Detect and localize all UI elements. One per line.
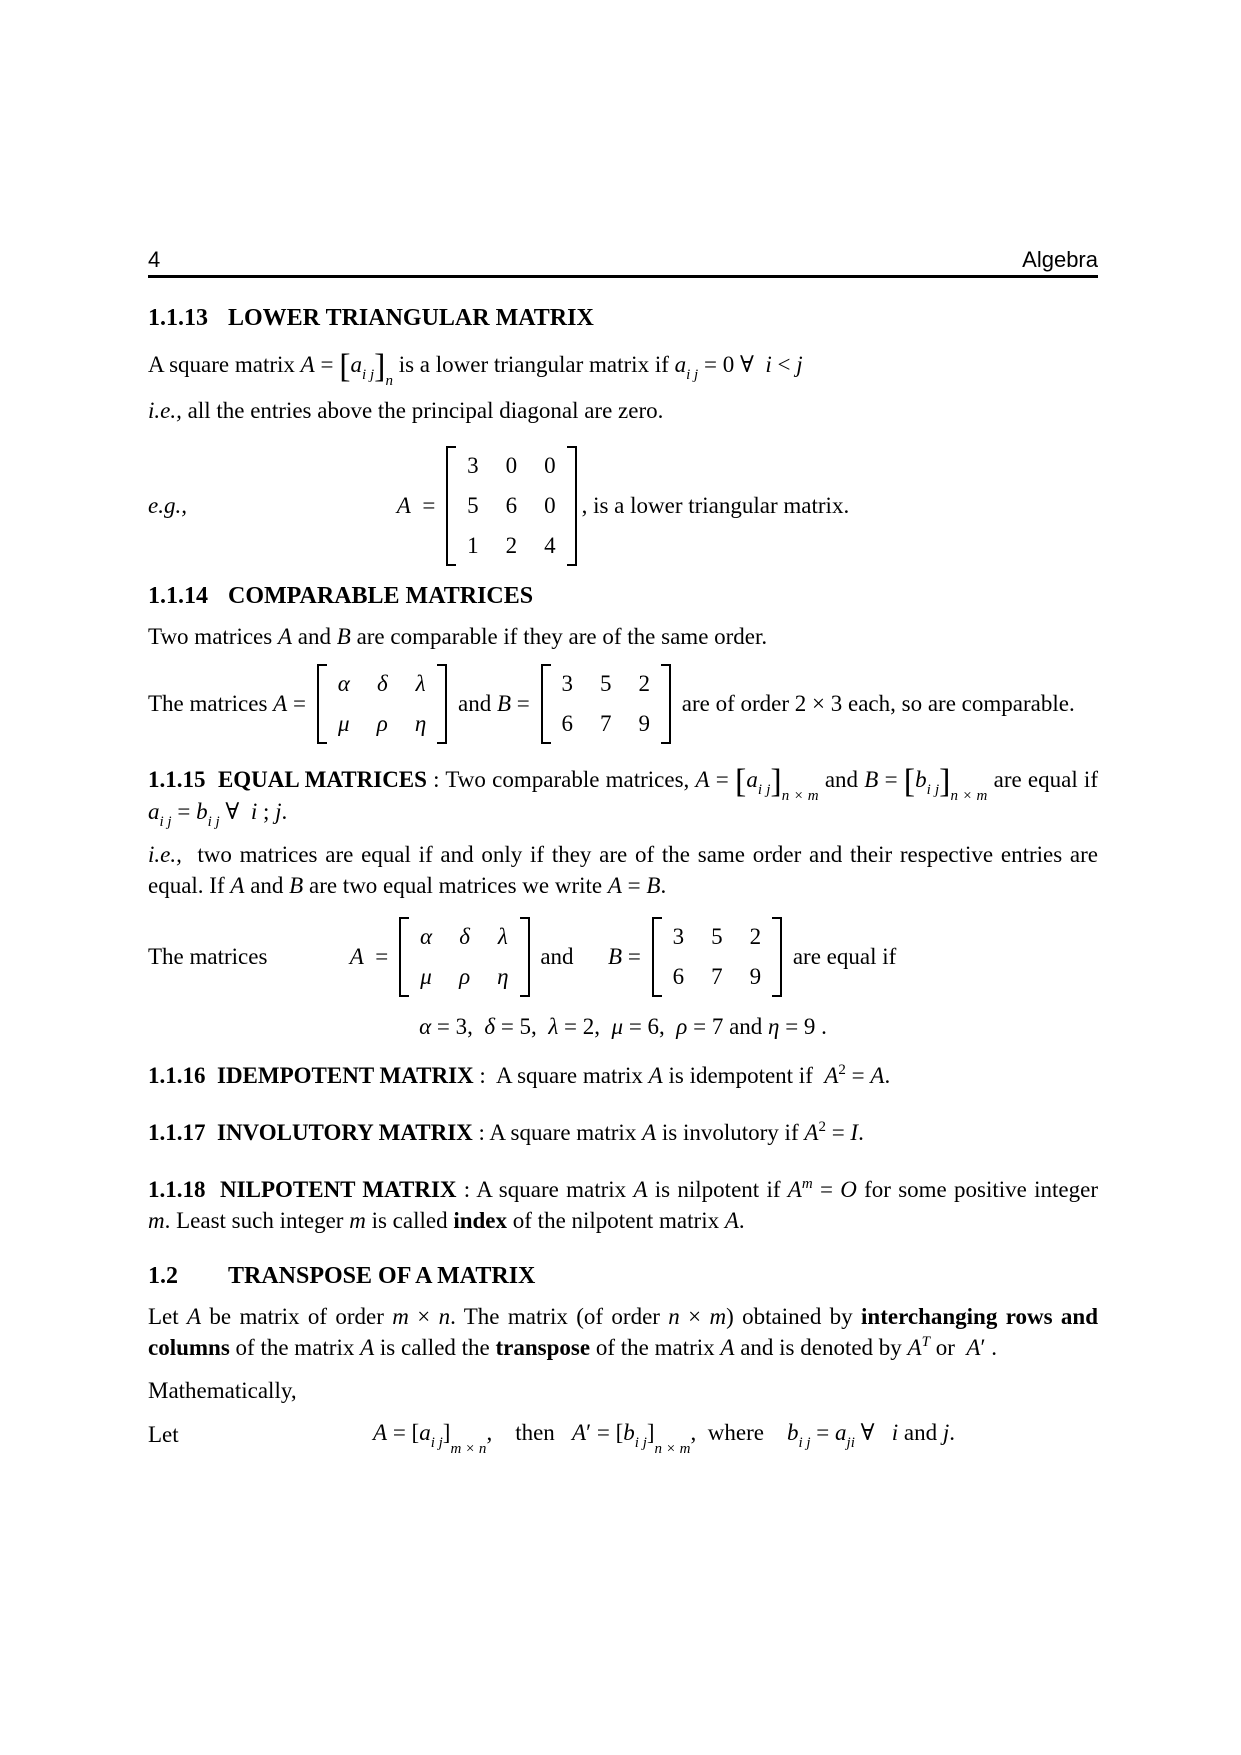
matrix-left-bracket — [399, 917, 409, 997]
text-run: two matrices are equal if and only if they are of the same order and their respective entries are equal. If — [148, 842, 1098, 898]
text-run: is involutory if — [656, 1120, 805, 1145]
text-run: n — [385, 373, 393, 389]
text-run: 2 — [818, 1119, 826, 1135]
text-run: i j — [430, 1435, 443, 1451]
let-label: Let — [148, 1421, 179, 1447]
text-run: 1.1.16 IDEMPOTENT MATRIX — [148, 1063, 474, 1088]
matrix-entries — [551, 664, 662, 744]
section-title: COMPARABLE MATRICES — [228, 583, 534, 609]
text-run: × — [679, 1304, 710, 1329]
text-run: < — [771, 352, 797, 377]
text-run: = — [810, 1420, 836, 1445]
matrix-cell: 5 — [467, 493, 479, 518]
text-run: = — [845, 1063, 871, 1088]
page-header — [148, 247, 1098, 272]
text-run: i j — [207, 814, 220, 830]
matrix-left-bracket — [317, 664, 327, 744]
text-run: : A square matrix — [456, 1177, 634, 1202]
section-1-1-13 — [148, 304, 1098, 566]
matrix-right-bracket — [661, 664, 671, 744]
equation-rhs — [582, 493, 850, 519]
matrix-left-bracket — [446, 446, 456, 566]
text-run: A — [642, 1120, 657, 1145]
matrix-cell: α — [420, 924, 433, 949]
section-title: TRANSPOSE OF A MATRIX — [228, 1263, 536, 1289]
text-run: i j — [634, 1435, 647, 1451]
text-run: of the nilpotent matrix — [507, 1208, 725, 1233]
equation — [350, 917, 897, 997]
text-run: I — [850, 1120, 859, 1145]
text-run: B — [646, 873, 661, 898]
text-run: and — [818, 767, 865, 792]
text-run: = — [171, 799, 197, 824]
text-run: n × m — [950, 788, 988, 804]
idempotent-paragraph — [148, 1060, 1098, 1091]
text-run: a — [746, 767, 758, 792]
matrix-cell: 3 — [467, 453, 479, 478]
text-run — [239, 799, 251, 824]
equation-rhs — [787, 944, 896, 970]
text-run: . — [884, 1063, 891, 1088]
text-run: for some positive integer — [856, 1177, 1098, 1202]
text-run: A — [396, 493, 411, 518]
text-run: . — [738, 1208, 745, 1233]
matrix-cell: α — [337, 671, 350, 696]
equation-lhs — [350, 944, 394, 970]
text-run: λ — [548, 1014, 559, 1039]
text-run: A — [724, 1208, 739, 1233]
matrix-cell: ρ — [376, 711, 388, 736]
text-run: n — [668, 1304, 680, 1329]
text-run: = — [622, 944, 647, 969]
text-run: i j — [798, 1435, 811, 1451]
text-run: i.e., — [148, 398, 182, 423]
text-run: B — [864, 767, 879, 792]
section-1-1-18 — [148, 1174, 1098, 1236]
paragraph — [148, 621, 1098, 652]
text-run: 1.1.17 INVOLUTORY MATRIX — [148, 1120, 473, 1145]
equation-lhs — [397, 493, 441, 519]
text-run: A — [695, 767, 710, 792]
text-run: [ — [735, 763, 747, 800]
header-rule — [148, 275, 1098, 278]
text-run: . — [985, 1335, 997, 1360]
text-run: = — [709, 767, 735, 792]
text-run: A — [187, 1304, 202, 1329]
mathematically-label: Mathematically, — [148, 1378, 297, 1403]
matrix-A-example — [446, 446, 577, 566]
text-run: 2 — [838, 1062, 846, 1078]
matrix-cell: 1 — [467, 533, 479, 558]
text-run: ∀ — [739, 352, 754, 377]
text-run: i j — [159, 814, 172, 830]
text-run: ] — [442, 1420, 451, 1445]
equation — [373, 1420, 956, 1457]
matrix-cell: 2 — [505, 533, 518, 558]
text-run: is idempotent if — [662, 1063, 825, 1088]
text-run: i — [891, 1420, 899, 1445]
text-run: b — [786, 1420, 799, 1445]
text-run: ′ — [980, 1335, 986, 1360]
matrix-entries — [327, 664, 438, 744]
text-run: ji — [846, 1435, 855, 1451]
text-run: A — [572, 1420, 587, 1445]
text-run — [875, 1420, 892, 1445]
matrix-cell: μ — [420, 964, 432, 989]
text-run: is called — [365, 1208, 454, 1233]
text-run: = 0 — [698, 352, 740, 377]
text-run: : A square matrix — [473, 1063, 649, 1088]
text-run: A — [273, 691, 288, 716]
equation — [397, 446, 849, 566]
matrix-cell: 5 — [711, 924, 723, 949]
text-run: is called the — [374, 1335, 496, 1360]
matrix-cell: μ — [337, 711, 350, 736]
text-run: A — [787, 1177, 802, 1202]
text-run: ] — [770, 763, 782, 800]
matrix-cell: λ — [497, 924, 508, 949]
text-run: n × m — [781, 788, 819, 804]
text-run: . — [660, 873, 667, 898]
text-run: a — [674, 352, 687, 377]
text-run: , where — [690, 1420, 787, 1445]
text-run: . Least such integer — [164, 1208, 350, 1233]
matrix-cell: δ — [459, 924, 470, 949]
section-number: 1.2 — [148, 1263, 178, 1289]
text-run: = 9 . — [779, 1014, 827, 1039]
text-run: . — [281, 799, 288, 824]
matrix-cell: 6 — [505, 493, 518, 518]
text-run: m — [349, 1208, 366, 1233]
section-heading — [148, 582, 1098, 611]
text-run: is a lower triangular matrix if — [392, 352, 675, 377]
matrix-A-greek — [317, 664, 448, 744]
text-run: = 3, — [431, 1014, 485, 1039]
text-run: m — [392, 1304, 409, 1329]
section-1-1-14 — [148, 582, 1098, 744]
line-post — [676, 691, 1075, 717]
text-run: μ — [611, 1014, 624, 1039]
text-run: a — [148, 799, 160, 824]
ie-paragraph — [148, 839, 1098, 901]
section-heading — [148, 304, 1098, 333]
text-run: b — [623, 1420, 635, 1445]
text-run: = — [825, 1120, 851, 1145]
text-run: = — [287, 691, 312, 716]
text-run: × — [408, 1304, 439, 1329]
text-run: j — [942, 1420, 950, 1445]
matrix-B-numeric — [541, 664, 672, 744]
text-run: : A square matrix — [472, 1120, 643, 1145]
text-run: are two equal matrices we write — [303, 873, 608, 898]
text-run: A — [633, 1177, 648, 1202]
matrix-cell: 2 — [749, 924, 762, 949]
text-run: a — [419, 1420, 431, 1445]
text-run: ] — [939, 763, 951, 800]
text-run: = — [314, 352, 340, 377]
matrix-cell: η — [414, 711, 427, 736]
text-run: T — [921, 1334, 930, 1350]
text-run: m — [709, 1304, 727, 1329]
text-run: . — [858, 1120, 864, 1145]
text-run: A — [349, 944, 364, 969]
text-run: α — [419, 1014, 432, 1039]
text-run: = [ — [591, 1420, 624, 1445]
text-run: i.e., — [148, 842, 182, 867]
ie-paragraph — [148, 395, 1098, 426]
text-run: or — [929, 1335, 967, 1360]
matrix-entries — [409, 917, 520, 997]
text-run: m × n — [450, 1441, 487, 1457]
text-run: A — [824, 1063, 839, 1088]
matrix-cell: 3 — [672, 924, 685, 949]
text-run: m — [148, 1208, 165, 1233]
text-run: . — [949, 1420, 956, 1445]
values-line — [148, 1011, 1098, 1042]
text-run: n — [438, 1304, 451, 1329]
text-run: A — [804, 1120, 819, 1145]
text-run: A — [607, 873, 622, 898]
display-label: The matrices — [148, 944, 268, 969]
text-run: ] — [646, 1420, 655, 1445]
section-1-1-17 — [148, 1117, 1098, 1148]
text-run: are equal if — [787, 944, 897, 969]
equal-matrices-paragraph — [148, 763, 1098, 830]
matrix-cell: 6 — [561, 711, 574, 736]
matrix-cell: 5 — [600, 671, 612, 696]
text-run: . The matrix (of order — [450, 1304, 669, 1329]
text-run: : Two comparable matrices, — [426, 767, 696, 792]
text-run: δ — [484, 1014, 496, 1039]
text-run: m — [801, 1176, 813, 1192]
text-run: B — [336, 624, 351, 649]
text-run: A — [870, 1063, 885, 1088]
matrix-cell: δ — [376, 671, 388, 696]
matrix-entries — [662, 917, 773, 997]
text-run: A — [360, 1335, 375, 1360]
line-mid — [452, 691, 535, 717]
text-run: O — [840, 1177, 857, 1202]
section-1-2 — [148, 1262, 1098, 1457]
text-run: be matrix of order — [201, 1304, 393, 1329]
text-run: A — [300, 352, 315, 377]
matrix-entries — [456, 446, 567, 566]
text-run: A square matrix — [148, 352, 301, 377]
section-number: 1.1.14 — [148, 583, 208, 609]
text-run: The matrices — [148, 691, 274, 716]
text-run: A — [648, 1063, 663, 1088]
text-run: 1.1.15 EQUAL MATRICES — [148, 767, 427, 792]
text-run: = [ — [387, 1420, 420, 1445]
matrix-right-bracket — [772, 917, 782, 997]
text-run: ∀ — [860, 1420, 875, 1445]
text-run: are of order 2 × 3 each, so are comparable. — [676, 691, 1075, 716]
involutory-paragraph — [148, 1117, 1098, 1148]
text-run: j — [275, 799, 282, 824]
text-run: ; — [257, 799, 276, 824]
running-title: Algebra — [1022, 247, 1098, 272]
section-title: LOWER TRIANGULAR MATRIX — [228, 305, 594, 331]
text-run: and — [292, 624, 337, 649]
text-run: η — [768, 1014, 780, 1039]
page-number: 4 — [148, 247, 161, 272]
text-run: index — [453, 1208, 508, 1233]
text-run: n × m — [654, 1441, 691, 1457]
matrix-left-bracket — [652, 917, 662, 997]
text-run: = — [410, 493, 442, 518]
text-run: of the matrix — [229, 1335, 361, 1360]
text-run: ′ — [586, 1420, 592, 1445]
text-run: are comparable if they are of the same order. — [350, 624, 768, 649]
text-run: , is a lower triangular matrix. — [581, 493, 850, 518]
text-run: transpose — [495, 1335, 591, 1360]
text-run: i — [250, 799, 258, 824]
text-run: i j — [362, 367, 375, 383]
text-run: B — [608, 944, 623, 969]
text-run: b — [915, 767, 927, 792]
text-run: = — [511, 691, 536, 716]
line-pre — [148, 691, 312, 717]
nilpotent-paragraph — [148, 1174, 1098, 1236]
text-run: and is denoted by — [734, 1335, 908, 1360]
matrix-cell: 3 — [561, 671, 574, 696]
matrix-cell: 7 — [711, 964, 723, 989]
text-run: i — [765, 352, 772, 377]
equation-body — [373, 1420, 956, 1457]
equal-matrices-display — [148, 917, 1098, 997]
matrix-right-bracket — [567, 446, 577, 566]
text-run: 1.1.18 NILPOTENT MATRIX — [148, 1177, 457, 1202]
text-run: = — [812, 1177, 841, 1202]
matrix-A-greek — [399, 917, 530, 997]
let-equation-display — [148, 1420, 1098, 1457]
matrix-cell: 9 — [638, 711, 651, 736]
text-run: A — [720, 1335, 735, 1360]
example-equation-display — [148, 446, 1098, 566]
text-run: interchanging rows and columns — [148, 1304, 1098, 1360]
section-1-1-16 — [148, 1060, 1098, 1091]
text-run: and — [898, 1420, 943, 1445]
matrix-cell: λ — [415, 671, 426, 696]
matrix-cell: η — [497, 964, 509, 989]
text-run: i j — [686, 367, 699, 383]
text-run: = — [621, 873, 647, 898]
matrix-left-bracket — [541, 664, 551, 744]
text-run: = 7 and — [687, 1014, 769, 1039]
matrix-cell: 7 — [600, 711, 612, 736]
eg-label: e.g., — [148, 493, 187, 518]
text-run: ρ — [676, 1014, 688, 1039]
text-run: [ — [339, 348, 351, 385]
text-run: are equal if — [987, 767, 1098, 792]
text-run — [754, 352, 766, 377]
text-run: b — [196, 799, 208, 824]
text-run: ∀ — [225, 799, 240, 824]
transpose-paragraph — [148, 1301, 1098, 1363]
text-run: = 2, — [558, 1014, 612, 1039]
text-run: i j — [757, 782, 771, 798]
text-run: ) obtained by — [726, 1304, 862, 1329]
section-1-1-15 — [148, 764, 1098, 1042]
text-run: A — [966, 1335, 981, 1360]
matrix-right-bracket — [437, 664, 447, 744]
text-run: ] — [374, 348, 386, 385]
text-run: and — [534, 944, 574, 969]
text-run: A — [373, 1420, 388, 1445]
text-run: a — [835, 1420, 847, 1445]
text-run: of the matrix — [590, 1335, 721, 1360]
text-run: A — [230, 873, 245, 898]
text-run: all the entries above the principal diagonal are zero. — [181, 398, 664, 423]
text-run: Let — [148, 1304, 187, 1329]
text-run: j — [796, 352, 803, 377]
text-run: A — [907, 1335, 922, 1360]
matrix-cell: 9 — [749, 964, 762, 989]
text-run: i j — [926, 782, 940, 798]
text-run: is nilpotent if — [647, 1177, 788, 1202]
matrix-cell: 6 — [672, 964, 685, 989]
text-run: Two matrices — [148, 624, 278, 649]
matrix-cell: 0 — [544, 453, 556, 478]
matrix-cell: 0 — [505, 453, 518, 478]
section-number: 1.1.13 — [148, 305, 208, 331]
text-run: , then — [486, 1420, 573, 1445]
text-run: = 5, — [495, 1014, 549, 1039]
text-run: = — [878, 767, 904, 792]
text-run: B — [496, 691, 512, 716]
text-run: and — [452, 691, 497, 716]
matrix-cell: ρ — [459, 964, 471, 989]
text-run: and — [244, 873, 290, 898]
text-run: = — [363, 944, 395, 969]
page-content — [148, 247, 1098, 1457]
text-run: = 6, — [623, 1014, 677, 1039]
matrix-right-bracket — [520, 917, 530, 997]
section-heading — [148, 1262, 1098, 1291]
text-run: [ — [903, 763, 916, 800]
matrix-cell: 0 — [544, 493, 556, 518]
text-run: a — [350, 352, 363, 377]
text-run: B — [289, 873, 304, 898]
matrix-cell: 2 — [638, 671, 651, 696]
equation-mid — [535, 944, 647, 970]
comparable-matrices-line — [148, 664, 1098, 744]
definition-paragraph — [148, 348, 1098, 389]
text-run: A — [277, 624, 293, 649]
text-run — [574, 944, 609, 969]
matrix-cell: 4 — [544, 533, 556, 558]
matrix-B-numeric — [652, 917, 783, 997]
